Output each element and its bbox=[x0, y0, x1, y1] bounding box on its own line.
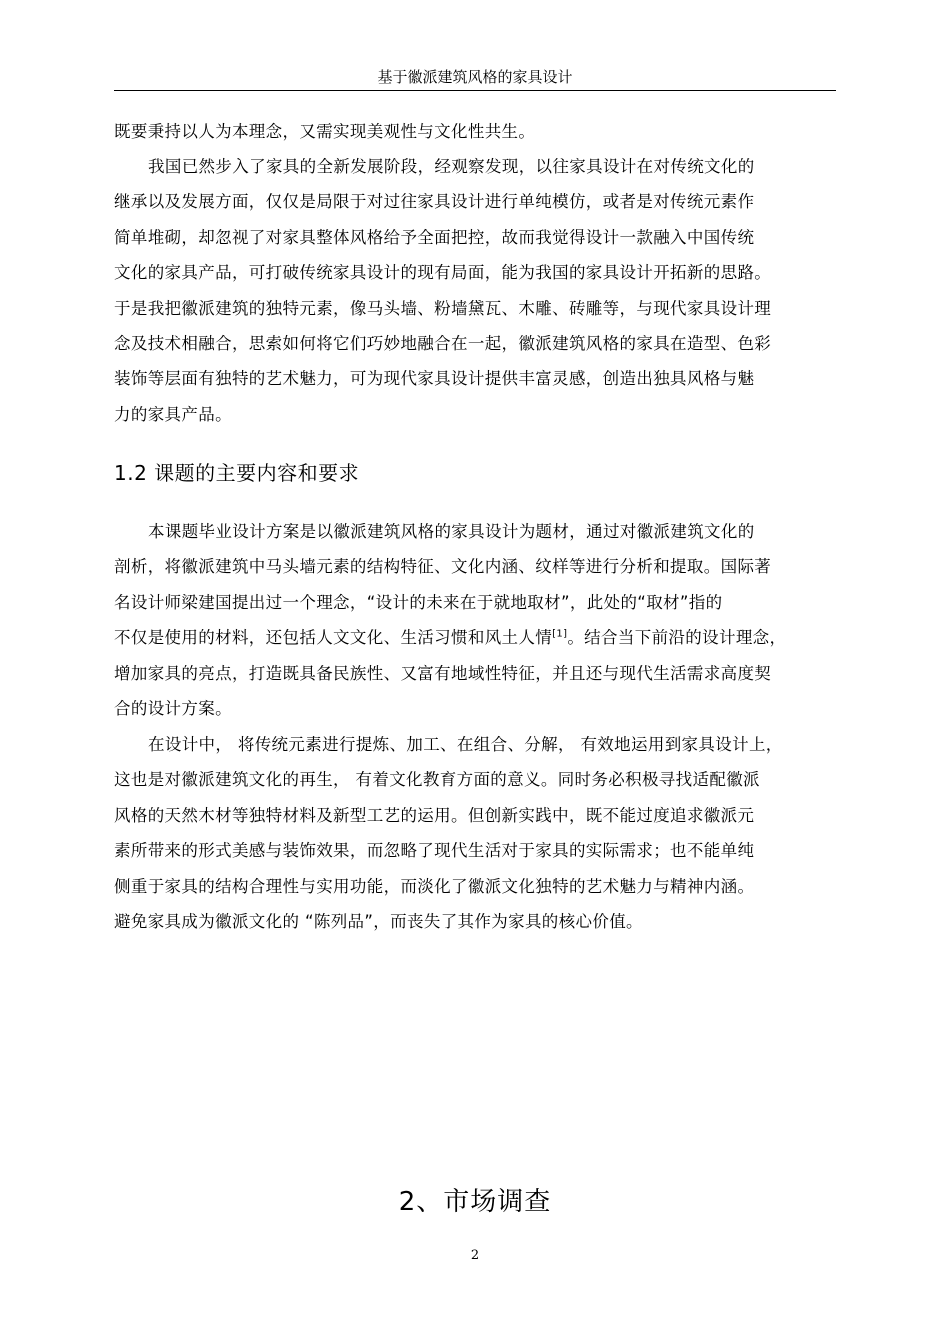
text-line: 侧重于家具的结构合理性与实用功能，而淡化了徽派文化独特的艺术魅力与精神内涵。 bbox=[114, 876, 755, 896]
text-line: 简单堆砌，却忽视了对家具整体风格给予全面把控，故而我觉得设计一款融入中国传统 bbox=[114, 227, 755, 247]
chapter-heading-2: 2、市场调查 bbox=[398, 1187, 552, 1217]
text-line: 素所带来的形式美感与装饰效果，而忽略了现代生活对于家具的实际需求；也不能单纯 bbox=[114, 841, 755, 861]
text-line: 风格的天然木材等独特材料及新型工艺的运用。但创新实践中，既不能过度追求徽派元 bbox=[114, 805, 755, 825]
text-line: 我国已然步入了家具的全新发展阶段，经观察发现，以往家具设计在对传统文化的 bbox=[148, 157, 755, 176]
text-line: 文化的家具产品，可打破传统家具设计的现有局面，能为我国的家具设计开拓新的思路。 bbox=[114, 263, 772, 283]
text-line: 既要秉持以人为本理念，又需实现美观性与文化性共生。 bbox=[114, 122, 536, 141]
text-line: 剖析，将徽派建筑中马头墙元素的结构特征、文化内涵、纹样等进行分析和提取。国际著 bbox=[114, 557, 772, 577]
text-segment: 不仅是使用的材料，还包括人文文化、生活习惯和风土人情 bbox=[114, 628, 553, 648]
text-line: 于是我把徽派建筑的独特元素，像马头墙、粉墙黛瓦、木雕、砖雕等，与现代家具设计理 bbox=[114, 298, 772, 318]
text-line-with-citation bbox=[114, 620, 840, 655]
paragraph-topic bbox=[114, 514, 840, 726]
paragraph-background bbox=[114, 149, 840, 432]
paragraph-intro-end bbox=[114, 114, 840, 149]
text-line: 装饰等层面有独特的艺术魅力，可为现代家具设计提供丰富灵感，创造出独具风格与魅 bbox=[114, 369, 755, 389]
text-segment: 。结合当下前沿的设计理念， bbox=[567, 628, 787, 648]
text-line: 继承以及发展方面，仅仅是局限于对过往家具设计进行单纯模仿，或者是对传统元素作 bbox=[114, 192, 755, 212]
page-number: 2 bbox=[470, 1248, 480, 1263]
text-line: 这也是对徽派建筑文化的再生， 有着文化教育方面的意义。同时务必积极寻找适配徽派 bbox=[114, 770, 760, 790]
text-line: 合的设计方案。 bbox=[114, 699, 232, 719]
paragraph-design bbox=[114, 727, 840, 939]
text-line: 在设计中， 将传统元素进行提炼、加工、在组合、分解， 有效地运用到家具设计上， bbox=[148, 735, 783, 754]
text-line: 避免家具成为徽派文化的 “陈列品”，而丧失了其作为家具的核心价值。 bbox=[114, 912, 643, 932]
text-line: 力的家具产品。 bbox=[114, 404, 232, 424]
text-line: 本课题毕业设计方案是以徽派建筑风格的家具设计为题材，通过对徽派建筑文化的 bbox=[148, 522, 755, 541]
text-line: 念及技术相融合，思索如何将它们巧妙地融合在一起，徽派建筑风格的家具在造型、色彩 bbox=[114, 334, 772, 354]
running-header: 基于徽派建筑风格的家具设计 bbox=[114, 64, 836, 91]
text-line: 增加家具的亮点，打造既具备民族性、又富有地域性特征，并且还与现代生活需求高度契 bbox=[114, 663, 772, 683]
section-heading-1-2: 1.2 课题的主要内容和要求 bbox=[114, 461, 360, 485]
citation-ref: [1] bbox=[552, 628, 568, 640]
text-line: 名设计师梁建国提出过一个理念，“设计的未来在于就地取材”，此处的“取材”指的 bbox=[114, 592, 723, 612]
